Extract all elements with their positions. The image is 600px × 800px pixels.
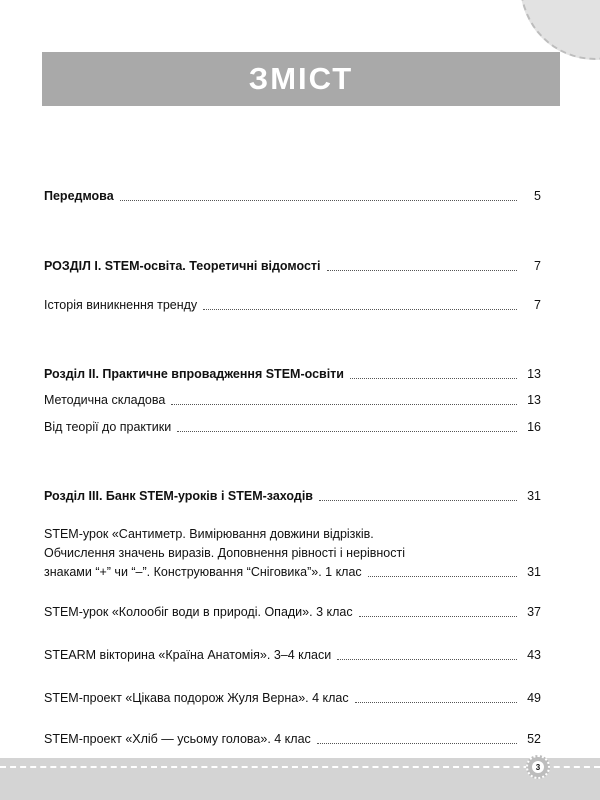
- dot-leader: [368, 575, 517, 577]
- dot-leader: [319, 499, 517, 501]
- toc-entry-theory-to-practice[interactable]: [44, 419, 541, 435]
- dot-leader: [327, 269, 518, 271]
- toc-entry-centimeter-lesson[interactable]: [44, 526, 541, 580]
- dot-leader: [355, 701, 517, 703]
- toc-entry-label-line: Обчислення значень виразів. Доповнення рівності і нерівності: [44, 546, 406, 560]
- dot-leader: [350, 377, 517, 379]
- toc-entry-page: 43: [527, 648, 541, 662]
- toc-entry-page: 37: [527, 605, 541, 619]
- toc-entry-page: 7: [534, 298, 541, 312]
- dot-leader: [120, 199, 517, 201]
- toc-entry-label: STEARM вікторина «Країна Анатомія». 3–4 класи: [44, 648, 332, 662]
- dot-leader: [177, 430, 517, 432]
- toc-entry-page: 16: [527, 420, 541, 434]
- toc-entry-label: Методична складова: [44, 393, 166, 407]
- dot-leader: [171, 403, 517, 405]
- toc-entry-label: Історія виникнення тренду: [44, 298, 198, 312]
- toc-entry-page: 52: [527, 732, 541, 746]
- toc-entry-methodology[interactable]: [44, 392, 541, 408]
- toc-entry-page: 5: [534, 189, 541, 203]
- footer-dashed-line: [0, 766, 600, 768]
- dot-leader: [359, 615, 517, 617]
- toc-entry-label: Розділ ІІ. Практичне впровадження STEM-освіти: [44, 367, 344, 381]
- dot-leader: [337, 658, 517, 660]
- toc-entry-last-line: [44, 564, 541, 580]
- page-number: 3: [532, 761, 544, 773]
- toc-entry-label: Розділ ІІІ. Банк STEM-уроків і STEM-заходів: [44, 489, 313, 503]
- toc-entry-trend-history[interactable]: [44, 297, 541, 313]
- toc-entry-anatomy-quiz[interactable]: [44, 647, 541, 663]
- toc-entry-label: Від теорії до практики: [44, 420, 172, 434]
- toc-entry-foreword[interactable]: [44, 188, 541, 204]
- page-title: ЗМІСТ: [248, 61, 354, 96]
- toc-entry-jules-verne-project[interactable]: [44, 690, 541, 706]
- toc-entry-section-2[interactable]: [44, 366, 541, 382]
- toc-entry-page: 31: [527, 565, 541, 579]
- toc-entry-label-line: знаками “+” чи “–”. Конструювання “Сніговика”». 1 клас: [44, 565, 362, 579]
- toc-entry-page: 13: [527, 393, 541, 407]
- toc-entry-label: РОЗДІЛ І. STEM-освіта. Теоретичні відомості: [44, 259, 321, 273]
- toc-entry-label: [44, 526, 541, 561]
- toc-entry-label: STEM-проект «Цікава подорож Жуля Верна». 4 клас: [44, 691, 349, 705]
- toc-entry-page: 49: [527, 691, 541, 705]
- toc-entry-bread-project[interactable]: [44, 731, 541, 747]
- dot-leader: [317, 742, 517, 744]
- toc-entry-section-3[interactable]: [44, 488, 541, 504]
- toc-entry-page: 7: [534, 259, 541, 273]
- corner-decoration: [520, 0, 600, 60]
- footer-band: [0, 758, 600, 800]
- toc-entry-label: Передмова: [44, 189, 114, 203]
- toc-entry-label: STEM-проект «Хліб — усьому голова». 4 клас: [44, 732, 311, 746]
- title-banner: [42, 52, 560, 106]
- toc-entry-page: 31: [527, 489, 541, 503]
- page-number-badge: [526, 755, 550, 779]
- toc-entry-section-1[interactable]: [44, 258, 541, 274]
- dot-leader: [203, 308, 517, 310]
- toc-entry-label: STEM-урок «Колообіг води в природі. Опади». 3 клас: [44, 605, 353, 619]
- toc-entry-water-cycle-lesson[interactable]: [44, 604, 541, 620]
- toc-entry-label-line: STEM-урок «Сантиметр. Вимірювання довжини відрізків.: [44, 527, 374, 541]
- toc-entry-page: 13: [527, 367, 541, 381]
